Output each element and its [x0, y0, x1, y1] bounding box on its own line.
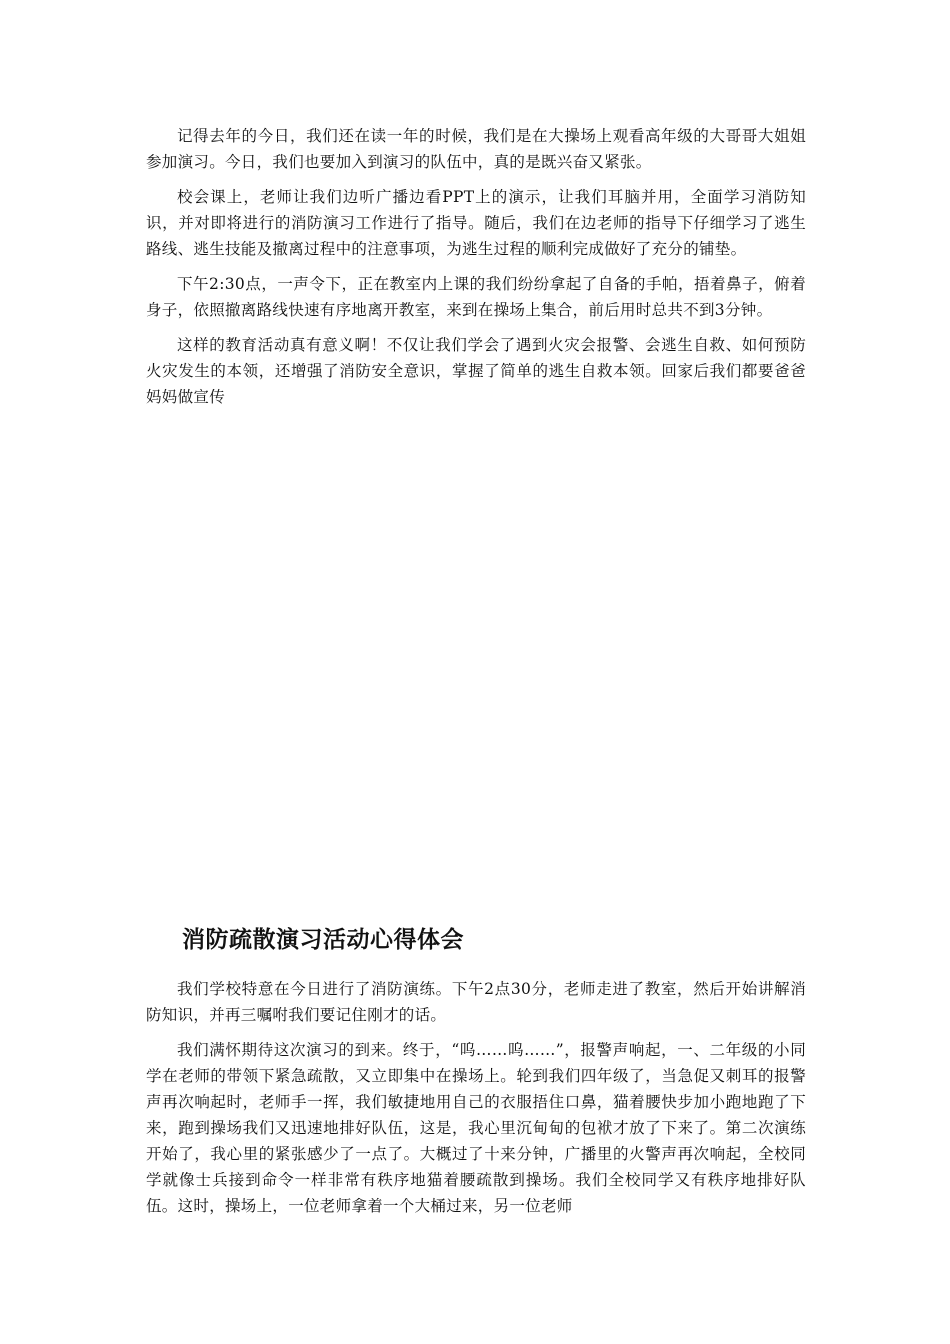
paragraph: 我们学校特意在今日进行了消防演练。下午2点30分，老师走进了教室，然后开始讲解消防知识，并再三嘱咐我们要记住刚才的话。 — [146, 980, 806, 1024]
paragraph: 我们满怀期待这次演习的到来。终于，“呜……呜……”，报警声响起，一、二年级的小同学在老师的带领下紧急疏散，又立即集中在操场上。轮到我们四年级了，当急促又刺耳的报警声再次响起时，老师手一挥，我们敏捷地用自己的衣服捂住口鼻，猫着腰快步加小跑地跑了下来，跑到操场我们又迅速地排好队伍，这是，我心里沉甸甸的包袱才放了下来了。第二次演练开始了，我心里的紧张感少了一点了。大概过了十来分钟，广播里的火警声再次响起，全校同学就像士兵接到命令一样非常有秩序地猫着腰疏散到操场。我们全校同学又有秩序地排好队伍。这时，操场上，一位老师拿着一个大桶过来，另一位老师 — [146, 1041, 806, 1215]
page-1-body — [146, 123, 806, 419]
page-2-body — [146, 924, 806, 1228]
article-title: 消防疏散演习活动心得体会 — [182, 927, 464, 953]
paragraph: 记得去年的今日，我们还在读一年的时候，我们是在大操场上观看高年级的大哥哥大姐姐参加演习。今日，我们也要加入到演习的队伍中，真的是既兴奋又紧张。 — [146, 127, 806, 171]
paragraph: 下午2:30点，一声令下，正在教室内上课的我们纷纷拿起了自备的手帕，捂着鼻子，俯着身子，依照撤离路线快速有序地离开教室，来到在操场上集合，前后用时总共不到3分钟。 — [146, 275, 806, 319]
paragraph: 校会课上，老师让我们边听广播边看PPT上的演示，让我们耳脑并用，全面学习消防知识，并对即将进行的消防演习工作进行了指导。随后，我们在边老师的指导下仔细学习了逃生路线、逃生技能及撤离过程中的注意事项，为逃生过程的顺利完成做好了充分的铺垫。 — [146, 188, 806, 258]
paragraph: 这样的教育活动真有意义啊！不仅让我们学会了遇到火灾会报警、会逃生自救、如何预防火灾发生的本领，还增强了消防安全意识，掌握了简单的逃生自救本领。回家后我们都要爸爸妈妈做宣传 — [146, 336, 806, 406]
